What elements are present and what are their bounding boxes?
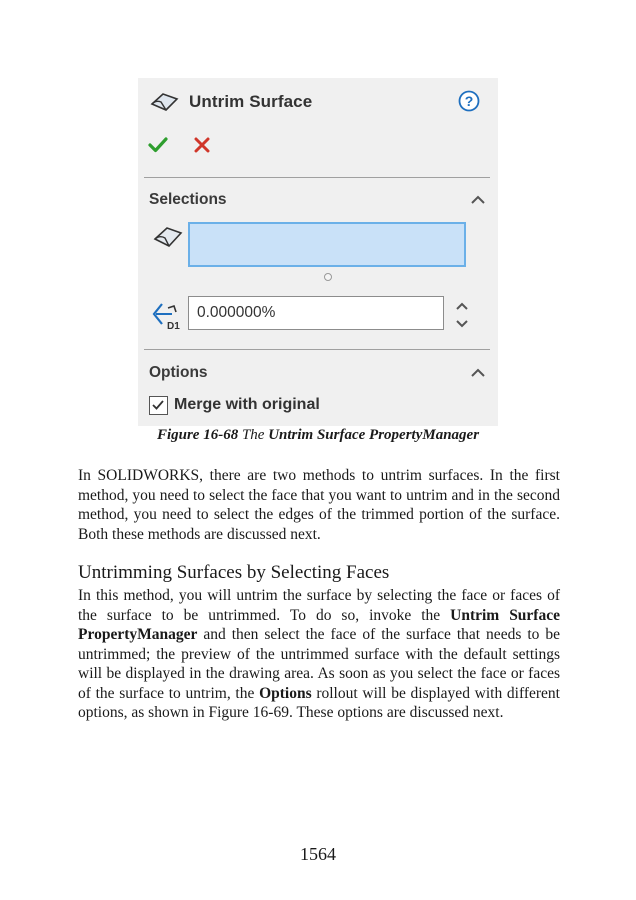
selections-header[interactable]: Selections <box>149 191 227 208</box>
figure-number: Figure 16-68 <box>156 427 239 443</box>
options-header[interactable]: Options <box>149 364 208 381</box>
chevron-up-icon[interactable] <box>470 368 486 378</box>
page-number: 1564 <box>300 844 336 864</box>
pm-title: Untrim Surface <box>189 92 313 111</box>
body-text-2: and then select the face of the surface that needs to be untrimmed; the preview of the untrimmed surface with the default settings will be displayed in the drawing area. As soon as you select the face or faces of the surface to untrim, the <box>78 626 560 702</box>
section-heading: Untrimming Surfaces by Selecting Faces <box>78 562 390 583</box>
chevron-up-icon[interactable] <box>470 195 486 205</box>
untrim-surface-property-manager <box>138 78 498 426</box>
body-bold-1: Untrim Surface PropertyManager <box>78 606 560 643</box>
spin-up-icon[interactable] <box>455 301 469 311</box>
help-icon[interactable] <box>458 90 480 112</box>
intro-paragraph: In SOLIDWORKS, there are two methods to untrim surfaces. In the first method, you need to select the face that you want to untrim and in the second method, you need to select the edges of the trimmed portion of the surface. Both these methods are discussed next. <box>78 467 560 543</box>
svg-text:?: ? <box>464 93 474 109</box>
checkmark-icon <box>151 398 165 412</box>
divider <box>144 349 490 350</box>
body-paragraph <box>78 586 560 723</box>
pm-header <box>150 90 312 114</box>
svg-text:D1: D1 <box>167 321 180 332</box>
body-bold-2: Options <box>259 684 312 702</box>
caption-the: The <box>238 427 269 443</box>
list-resize-handle[interactable] <box>324 273 332 281</box>
face-selection-icon <box>152 224 184 252</box>
ok-check-icon[interactable] <box>148 136 168 154</box>
figure-title: Untrim Surface PropertyManager <box>268 427 480 443</box>
surface-icon <box>150 91 180 113</box>
figure-caption <box>0 427 636 444</box>
body-text-3: rollout will be displayed with different options, as shown in Figure 16-69. These options are discussed next. <box>78 684 560 721</box>
spin-down-icon[interactable] <box>455 319 469 329</box>
cancel-x-icon[interactable] <box>194 137 210 153</box>
face-selection-box[interactable] <box>188 222 466 267</box>
body-text-1: In this method, you will untrim the surface by selecting the face or faces of the surface to be untrimmed. To do so, invoke the <box>78 587 560 624</box>
divider <box>144 177 490 178</box>
merge-with-original-checkbox[interactable] <box>149 396 168 415</box>
distance-input[interactable]: 0.000000% <box>188 296 444 330</box>
distance-icon <box>152 302 184 332</box>
merge-with-original-label[interactable]: Merge with original <box>174 396 320 413</box>
